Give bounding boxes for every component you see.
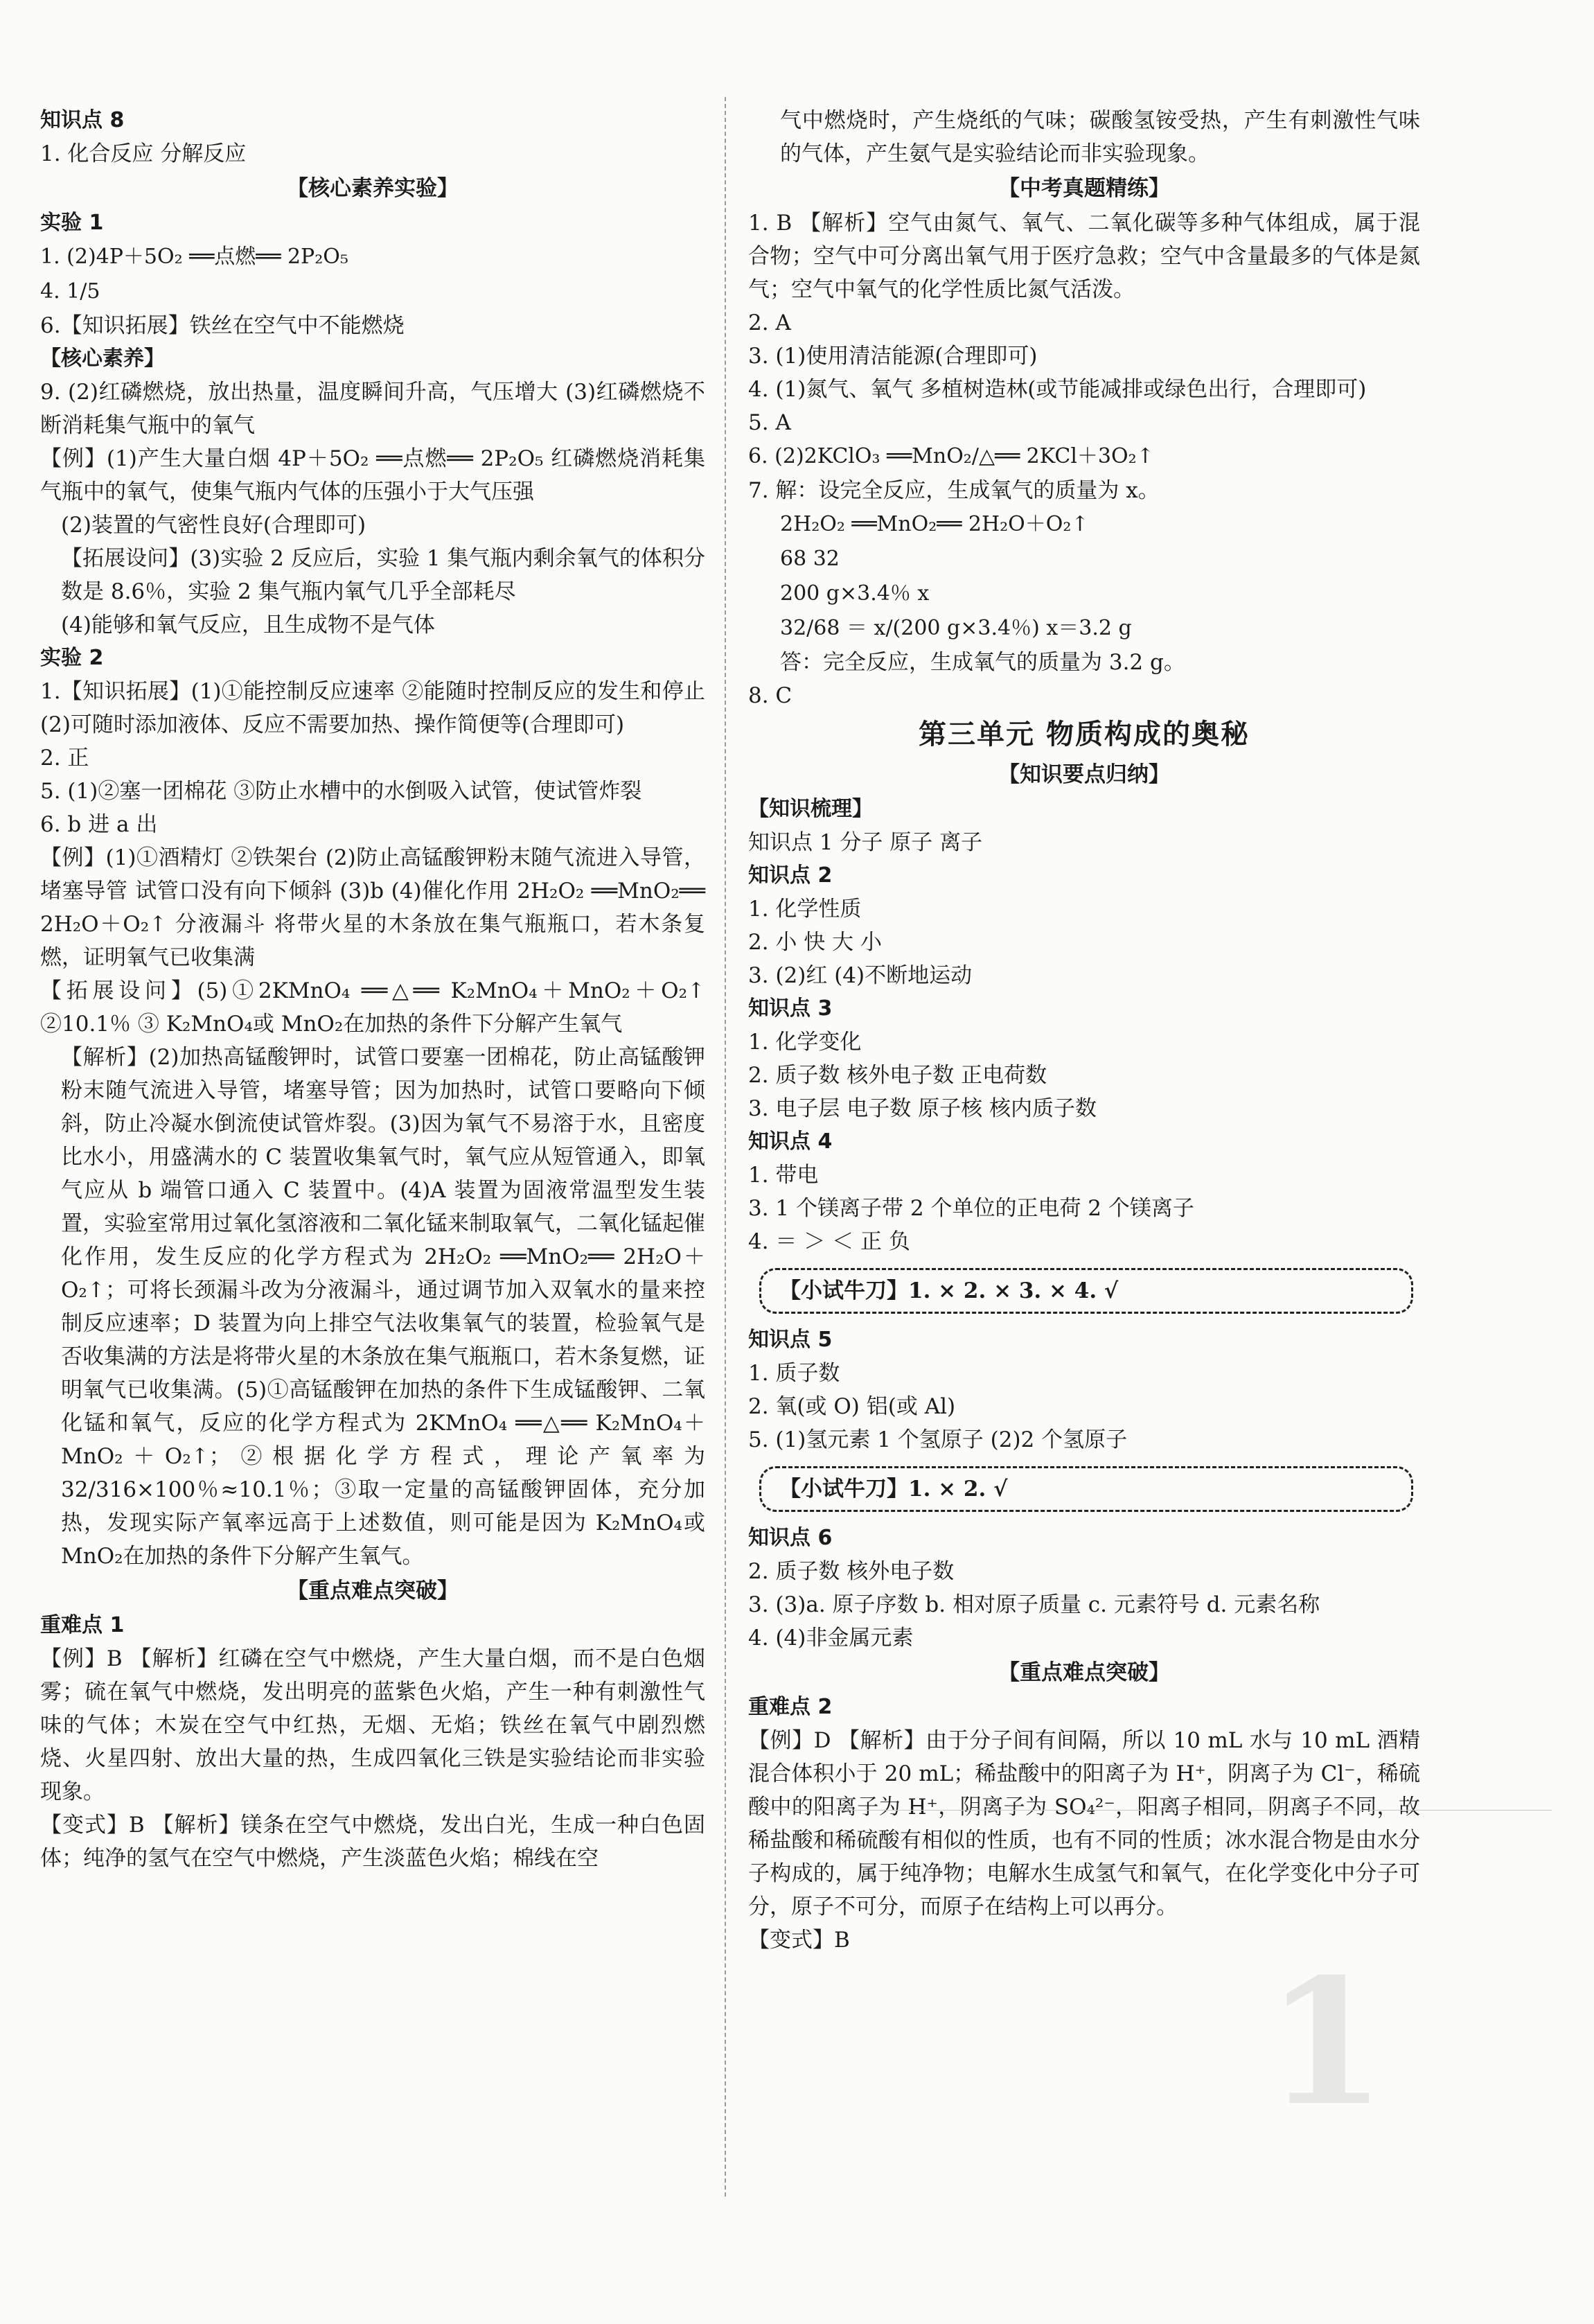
- right-line: 气中燃烧时，产生烧纸的气味；碳酸氢铵受热，产生有刺激性气味的气体，产生氨气是实验结论而非实验现象。: [780, 108, 1420, 166]
- left-line: 1.【知识拓展】(1)①能控制反应速率 ②能随时控制反应的发生和停止 (2)可随时添加液体、反应不需要加热、操作简便等(合理即可): [40, 679, 705, 737]
- left-line: (2)装置的气密性良好(合理即可): [61, 513, 366, 538]
- right-line: 3. 电子层 电子数 原子核 核内质子数: [748, 1096, 1097, 1121]
- right-line: 【重点难点突破】: [998, 1660, 1170, 1685]
- left-line: 5. (1)②塞一团棉花 ③防止水槽中的水倒吸入试管，使试管炸裂: [40, 779, 642, 804]
- right-line: 2. 质子数 核外电子数 正电荷数: [748, 1063, 1047, 1088]
- left-line: 实验 2: [40, 646, 104, 670]
- left-line: 【解析】(2)加热高锰酸钾时，试管口要塞一团棉花，防止高锰酸钾粉末随气流进入导管，堵塞导管；因为加热时，试管口要略向下倾斜，防止冷凝水倒流使试管炸裂。(3)因为氧气不易溶于水，且密度比水小，用盛满水的 C 装置收集氧气时，氧气应从短管通入，即氧气应从 b 端管口通入 C 装置中。(4)A 装置为固液常温型发生装置，实验室常用过氧化氢溶液和二氧化锰来制取氧气，二氧化锰起催化作用，发生反应的化学方程式为 2H₂O₂ ══MnO₂══ 2H₂O＋O₂↑；可将长颈漏斗改为分液漏斗，通过调节加入双氧水的量来控制反应速率；D 装置为向上排空气法收集氧气的装置，检验氧气是否收集满的方法是将带火星的木条放在集气瓶瓶口，若木条复燃，证明氧气已收集满。(5)①高锰酸钾在加热的条件下生成锰酸钾、二氧化锰和氧气，反应的化学方程式为 2KMnO₄ ══△══ K₂MnO₄＋MnO₂＋O₂↑；②根据化学方程式，理论产氧率为 32/316×100％≈10.1％；③取一定量的高锰酸钾固体，充分加热，发现实际产氧率远高于上述数值，则可能是因为 K₂MnO₄或 MnO₂在加热的条件下分解产生氧气。: [61, 1045, 705, 1569]
- right-line: 重难点 2: [748, 1695, 833, 1719]
- right-line: 3. 1 个镁离子带 2 个单位的正电荷 2 个镁离子: [748, 1196, 1194, 1221]
- right-line: 5. A: [748, 410, 791, 435]
- right-line: 【知识梳理】: [748, 797, 873, 821]
- left-line: 1. 化合反应 分解反应: [40, 141, 247, 166]
- right-line: 【小试牛刀】1. × 2. √: [759, 1466, 1413, 1512]
- right-line: 【变式】B: [748, 1928, 850, 1953]
- left-line: 6.【知识拓展】铁丝在空气中不能燃烧: [40, 313, 405, 338]
- right-line: 3. (1)使用清洁能源(合理即可): [748, 344, 1038, 369]
- right-line: 知识点 5: [748, 1328, 833, 1352]
- right-line: 5. (1)氢元素 1 个氢原子 (2)2 个氢原子: [748, 1427, 1128, 1452]
- right-line: 知识点 6: [748, 1526, 833, 1550]
- column-divider: [725, 97, 726, 2197]
- left-line: 【例】B 【解析】红磷在空气中燃烧，产生大量白烟，而不是白色烟雾；硫在氧气中燃烧，发出明亮的蓝紫色火焰，产生一种有刺激性气味的气体；木炭在空气中红热，无烟、无焰；铁丝在氧气中剧烈燃烧、火星四射、放出大量的热，生成四氧化三铁是实验结论而非实验现象。: [40, 1646, 705, 1804]
- right-line: 2. 氧(或 O) 铝(或 Al): [748, 1394, 956, 1419]
- right-line: 知识点 4: [748, 1129, 833, 1154]
- right-line: 200 g×3.4％ x: [780, 581, 930, 606]
- right-line: 8. C: [748, 683, 792, 708]
- right-line: 知识点 3: [748, 996, 833, 1021]
- left-line: 【变式】B 【解析】镁条在空气中燃烧，发出白光，生成一种白色固体；纯净的氢气在空气中燃烧，产生淡蓝色火焰；棉线在空: [40, 1813, 705, 1871]
- right-line: 3. (3)a. 原子序数 b. 相对原子质量 c. 元素符号 d. 元素名称: [748, 1592, 1320, 1617]
- footer-rule: [748, 1810, 1552, 1811]
- right-line: 4. (4)非金属元素: [748, 1626, 914, 1650]
- right-line: 答：完全反应，生成氧气的质量为 3.2 g。: [780, 650, 1185, 675]
- left-line: 【核心素养实验】: [287, 176, 459, 201]
- left-line: 【拓展设问】(5)①2KMnO₄ ══△══ K₂MnO₄＋MnO₂＋O₂↑ ②10.1％ ③ K₂MnO₄或 MnO₂在加热的条件下分解产生氧气: [40, 978, 705, 1037]
- right-line: 4. (1)氮气、氧气 多植树造林(或节能减排或绿色出行，合理即可): [748, 377, 1367, 402]
- left-line: 1. (2)4P＋5O₂ ══点燃══ 2P₂O₅: [40, 245, 348, 269]
- right-line: 3. (2)红 (4)不断地运动: [748, 963, 973, 988]
- right-line: 【例】D 【解析】由于分子间有间隔，所以 10 mL 水与 10 mL 酒精混合体积小于 20 mL；稀盐酸中的阳离子为 H⁺，阴离子为 Cl⁻，稀硫酸中的阳离子为 H⁺，阴离子为 SO₄²⁻，阳离子相同，阴离子不同，故稀盐酸和稀硫酸有相似的性质，也有不同的性质；冰水混合物是由水分子构成的，属于纯净物；电解水生成氢气和氧气，在化学变化中分子可分，原子不可分，而原子在结构上可以再分。: [748, 1728, 1420, 1919]
- right-line: 1. 质子数: [748, 1361, 840, 1386]
- right-line: 7. 解：设完全反应，生成氧气的质量为 x。: [748, 478, 1160, 503]
- right-line: 1. 化学性质: [748, 897, 862, 922]
- left-line: 【重点难点突破】: [287, 1578, 459, 1603]
- right-line: 6. (2)2KClO₃ ══MnO₂/△══ 2KCl＋3O₂↑: [748, 444, 1154, 468]
- left-line: 【核心素养】: [40, 346, 165, 371]
- right-line: 知识点 2: [748, 863, 833, 888]
- page-number: 1: [1266, 1940, 1386, 2144]
- right-line: 4. ＝ ＞ ＜ 正 负: [748, 1229, 910, 1254]
- left-line: (4)能够和氧气反应，且生成物不是气体: [61, 613, 435, 637]
- left-line: 【拓展设问】(3)实验 2 反应后，实验 1 集气瓶内剩余氧气的体积分数是 8.6％，实验 2 集气瓶内氧气几乎全部耗尽: [61, 546, 705, 604]
- left-line: 知识点 8: [40, 108, 125, 132]
- right-line: 2. A: [748, 310, 791, 335]
- right-line: 1. B 【解析】空气由氮气、氧气、二氧化碳等多种气体组成，属于混合物；空气中可分离出氧气用于医疗急救；空气中含量最多的气体是氮气；空气中氧气的化学性质比氮气活泼。: [748, 211, 1420, 302]
- right-line: 【知识要点归纳】: [998, 762, 1170, 787]
- right-line: 2H₂O₂ ══MnO₂══ 2H₂O＋O₂↑: [780, 512, 1089, 536]
- right-line: 知识点 1 分子 原子 离子: [748, 830, 983, 855]
- left-line: 2. 正: [40, 746, 89, 771]
- left-column: [40, 104, 705, 1875]
- right-line: 32/68 ＝ x/(200 g×3.4％) x＝3.2 g: [780, 616, 1132, 640]
- right-line: 1. 化学变化: [748, 1030, 862, 1055]
- left-line: 【例】(1)产生大量白烟 4P＋5O₂ ══点燃══ 2P₂O₅ 红磷燃烧消耗集气瓶中的氧气，使集气瓶内气体的压强小于大气压强: [40, 446, 705, 504]
- right-line: 2. 小 快 大 小: [748, 930, 882, 955]
- right-line: 第三单元 物质构成的奥秘: [919, 719, 1250, 750]
- right-column: [748, 104, 1420, 1957]
- left-line: 6. b 进 a 出: [40, 812, 158, 837]
- left-line: 实验 1: [40, 211, 104, 235]
- right-line: 2. 质子数 核外电子数: [748, 1559, 955, 1584]
- left-line: 重难点 1: [40, 1613, 125, 1637]
- right-line: 1. 带电: [748, 1163, 819, 1188]
- left-line: 4. 1/5: [40, 279, 100, 303]
- right-line: 68 32: [780, 547, 840, 571]
- left-line: 【例】(1)①酒精灯 ②铁架台 (2)防止高锰酸钾粉末随气流进入导管，堵塞导管 试管口没有向下倾斜 (3)b (4)催化作用 2H₂O₂ ══MnO₂══ 2H₂O＋O₂↑ 分液漏斗 将带火星的木条放在集气瓶瓶口，若木条复燃，证明氧气已收集满: [40, 845, 705, 970]
- right-line: 【小试牛刀】1. × 2. × 3. × 4. √: [759, 1268, 1413, 1314]
- left-line: 9. (2)红磷燃烧，放出热量，温度瞬间升高，气压增大 (3)红磷燃烧不断消耗集气瓶中的氧气: [40, 380, 705, 438]
- right-line: 【中考真题精练】: [998, 176, 1170, 201]
